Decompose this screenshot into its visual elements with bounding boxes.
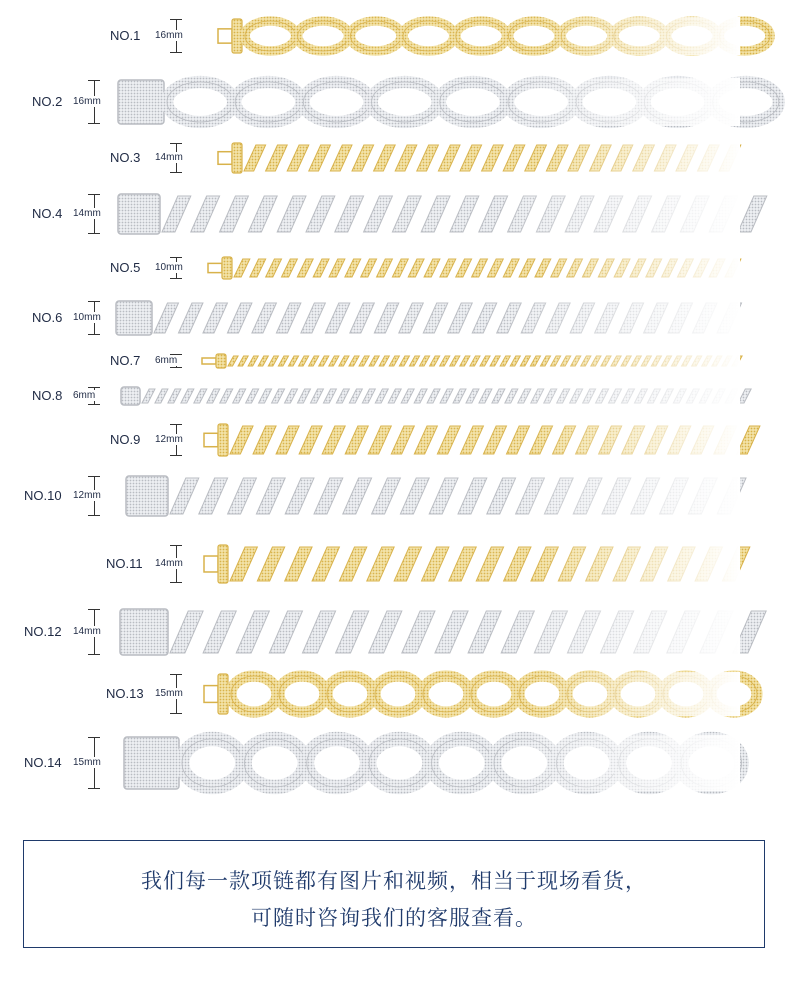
chain-number-label: NO.1 (110, 28, 141, 43)
chain-link (738, 196, 767, 232)
chain-image (204, 424, 740, 456)
chain-image (218, 19, 740, 53)
chain-image (116, 301, 740, 335)
chain-image (121, 387, 740, 405)
chain-number-label: NO.7 (110, 353, 141, 368)
chain-number-label: NO.9 (110, 432, 141, 447)
note-line-2: 可随时咨询我们的客服查看。 (251, 906, 537, 930)
chain-number-label: NO.6 (32, 310, 63, 325)
chain-width-label: 12mm (155, 434, 183, 445)
chain-link (737, 426, 760, 454)
chain-number-label: NO.8 (32, 388, 63, 403)
chain-number-label: NO.4 (32, 206, 63, 221)
chain-number-label: NO.5 (110, 260, 141, 275)
chain-image (118, 194, 740, 234)
chain-image (204, 674, 740, 714)
chain-width-label: 14mm (73, 208, 101, 219)
chain-image (202, 354, 740, 368)
chain-width-label: 10mm (155, 262, 183, 273)
chain-image (208, 257, 740, 279)
chain-image (118, 80, 740, 124)
chain-number-label: NO.10 (24, 488, 62, 503)
info-note-box (23, 840, 765, 948)
chain-width-label: 14mm (73, 626, 101, 637)
chain-image (124, 737, 740, 789)
chain-number-label: NO.14 (24, 755, 62, 770)
chain-width-label: 10mm (73, 312, 101, 323)
chain-width-label: 14mm (155, 152, 183, 163)
chain-width-label: 16mm (155, 30, 183, 41)
chain-width-label: 16mm (73, 96, 101, 107)
chain-image (120, 609, 740, 655)
chain-number-label: NO.11 (106, 556, 143, 571)
chain-width-label: 14mm (155, 558, 183, 569)
chain-width-label: 12mm (73, 490, 101, 501)
chain-image (218, 143, 740, 173)
chain-number-label: NO.3 (110, 150, 141, 165)
chain-width-label: 15mm (73, 757, 101, 768)
chain-width-label: 6mm (155, 355, 178, 366)
chain-link (738, 389, 751, 403)
chain-number-label: NO.12 (24, 624, 62, 639)
chain-number-label: NO.2 (32, 94, 63, 109)
chain-width-label: 6mm (73, 390, 96, 401)
chain-width-label: 15mm (155, 688, 183, 699)
chain-image (204, 545, 740, 583)
chain-number-label: NO.13 (106, 686, 144, 701)
note-line-1: 我们每一款项链都有图片和视频，相当于现场看货， (141, 869, 647, 893)
chain-image (126, 476, 740, 516)
